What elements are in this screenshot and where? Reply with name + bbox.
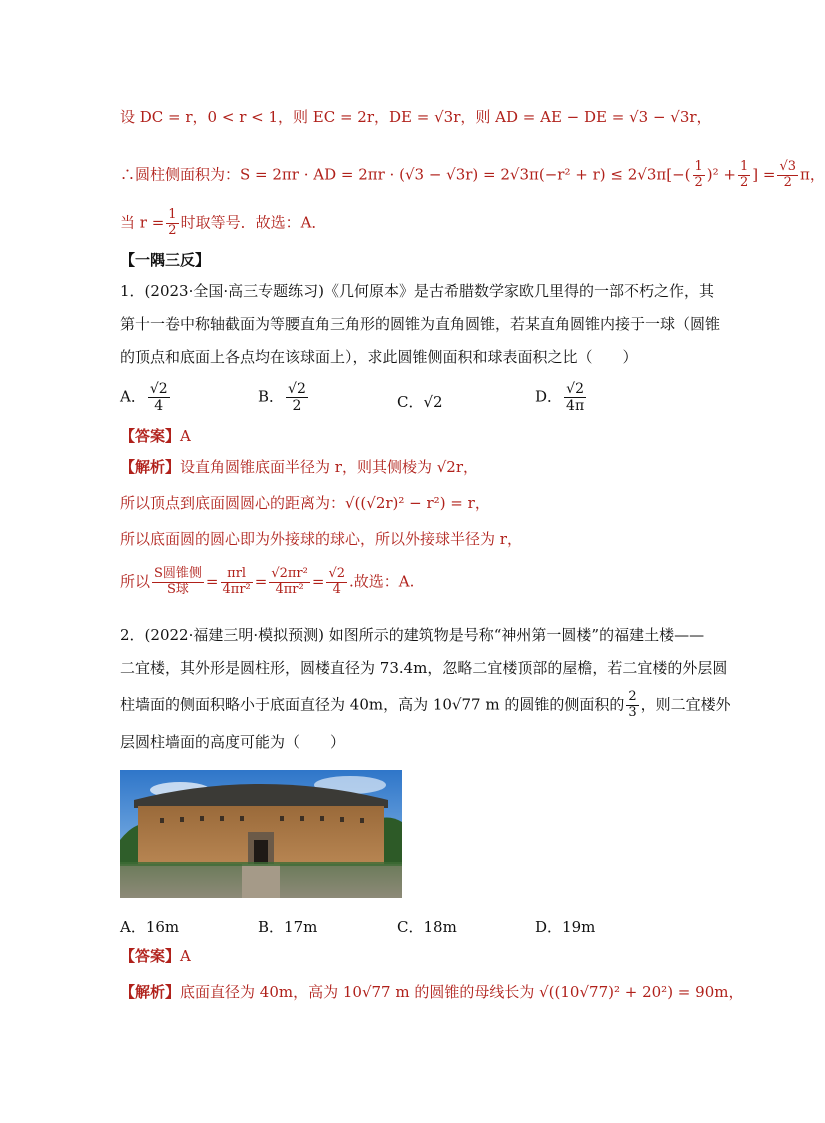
q2-choice-d: D．19m [535,918,596,936]
solution-text-3b: 时取等号．故选：A． [180,213,327,232]
q1-exp-text-2: 所以顶点到底面圆圆心的距离为：√((√2r)² − r²) = r， [120,494,490,512]
q1-exp-text-1: 设直角圆锥底面半径为 r，则其侧棱为 √2r， [180,458,478,476]
explanation-tag: 【解析】 [120,458,181,476]
q1-explanation-4 [120,567,414,598]
q2-choice-c: C．18m [397,918,457,936]
section-heading [120,251,210,269]
solution-text-2c: ] = [752,165,776,184]
fraction-4: $\frac{√2}{4}$ [328,566,345,597]
explanation-tag: 【解析】 [120,983,181,1001]
solution-text-1: 设 DC = r，0 < r < 1，则 EC = 2r，DE = √3r，则 AD = AE − DE = √3 − √3r， [120,108,712,126]
answer-value: A [180,427,191,445]
solution-line-2 [120,160,825,191]
fraction-area-ratio: $\frac{\text{S圆锥侧}}{\text{S球}}$ [154,566,202,597]
q2-line-1 [120,626,704,644]
solution-text-3a: 当 r = [120,213,165,232]
fraction-half-1: $\frac{1}{2}$ [694,159,703,190]
eq-sign-2: = [254,572,268,591]
solution-line-1 [120,108,712,126]
q2-text-2: 二宜楼，其外形是圆柱形，圆楼直径为 73.4m，忽略二宜楼顶部的屋檐，若二宜楼的外层圆 [120,659,728,677]
q1-exp-text-3: 所以底面圆的圆心即为外接球的球心，所以外接球半径为 r， [120,530,522,548]
q1-explanation-2 [120,494,490,512]
q2-text-3b: ，则二宜楼外 [640,695,731,714]
solution-text-2a: ∴圆柱侧面积为：S = 2πr · AD = 2πr · (√3 − √3r) = 2√3π(−r² + r) ≤ 2√3π[−( [120,165,691,184]
q2-text-1: 2．(2022·福建三明·模拟预测) 如图所示的建筑物是号称“神州第一圆楼”的福建土楼—— [120,626,705,644]
fraction-2: $\frac{\text{πrl}}{\text{4πr²}}$ [222,566,251,597]
answer-tag: 【答案】 [120,427,181,445]
q1-explanation-1 [120,458,478,476]
q1-line-2 [120,315,720,333]
q1-choice-a: A． $\frac{√2}{4}$ [120,381,168,415]
fraction-3: $\frac{\text{√2πr²}}{\text{4πr²}}$ [271,566,308,597]
q1-choice-b: B． $\frac{√2}{2}$ [258,381,306,415]
section-title: 【一隅三反】 [120,251,211,269]
q1-text-1: 1．(2023·全国·高三专题练习)《几何原本》是古希腊数学家欧几里得的一部不朽之作，其 [120,282,714,300]
q2-choice-b: B．17m [258,918,318,936]
eq-sign-3: = [311,572,325,591]
q1-text-2: 第十一卷中称轴截面为等腰直角三角形的圆锥为直角圆锥，若某直角圆锥内接于一球（圆锥 [120,315,721,333]
q1-choice-d: D． $\frac{√2}{4\pi}$ [535,381,585,415]
fraction-result: $\frac{√3}{2}$ [779,159,797,190]
fraction-half-2: $\frac{1}{2}$ [739,159,749,190]
q1-text-3: 的顶点和底面上各点均在该球面上），求此圆锥侧面积和球表面积之比（ ） [120,348,638,366]
q2-text-4: 层圆柱墙面的高度可能为（ ） [120,733,346,751]
q2-text-3a: 柱墙面的侧面积略小于底面直径为 40m，高为 10√77 m 的圆锥的侧面积的 [120,695,625,714]
q2-line-3 [120,690,731,721]
fraction-r-half: $\frac{1}{2}$ [168,207,177,238]
q2-line-2 [120,659,727,677]
q1-choice-c: C．√2 [397,393,443,411]
solution-text-2b: )² + [706,165,736,184]
q2-explanation-1 [120,983,743,1001]
q2-line-4 [120,733,345,751]
solution-line-3 [120,208,326,239]
tulou-photo [120,770,402,898]
q1-line-3 [120,348,638,366]
solution-text-2d: π， [800,165,825,184]
answer-value: A [180,947,191,965]
q1-line-1 [120,282,714,300]
fraction-two-thirds: $\frac{2}{3}$ [628,689,637,720]
answer-tag: 【答案】 [120,947,181,965]
q1-exp-text-4a: 所以 [120,572,151,591]
q2-choice-a: A．16m [120,918,180,936]
q1-explanation-3 [120,530,522,548]
eq-sign-1: = [205,572,219,591]
q2-answer-line [120,947,191,965]
q1-exp-text-4e: .故选：A. [349,572,415,591]
q1-answer-line [120,427,191,445]
q2-exp-text-1: 底面直径为 40m，高为 10√77 m 的圆锥的母线长为 √((10√77)² + 20²) = 90m， [180,983,744,1001]
